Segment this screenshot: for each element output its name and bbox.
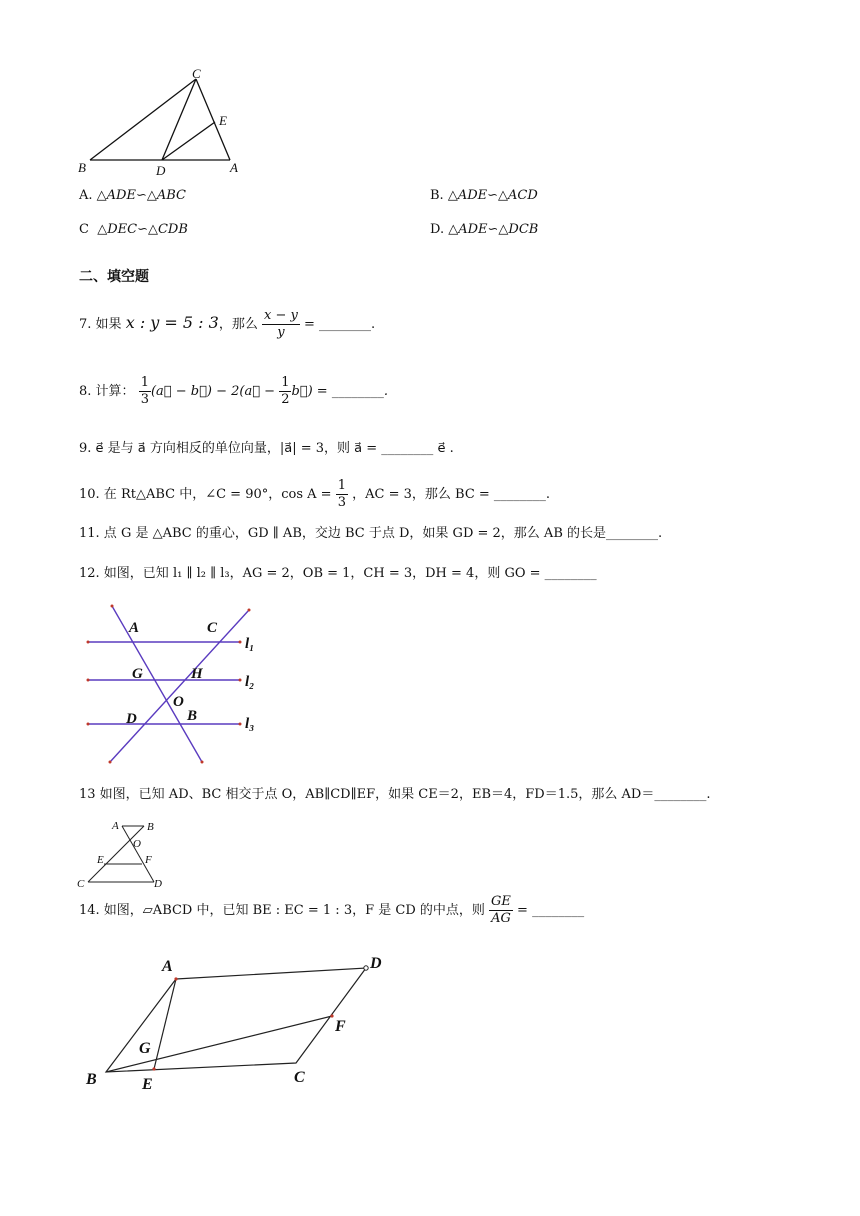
option-c-label: C (79, 222, 89, 237)
option-b (430, 187, 538, 205)
question-7 (79, 303, 375, 345)
label-E: E (219, 113, 227, 128)
q7-mid: ，那么 (218, 317, 258, 332)
q7-blank: = ________. (303, 317, 376, 332)
question-11: 11. 点 G 是 △ABC 的重心，GD ∥ AB，交边 BC 于点 D，如果 GD = 2，那么 AB 的长是________. (79, 526, 663, 541)
label-B: B (187, 708, 198, 724)
q8-number: 8. (79, 384, 92, 399)
q8-expr-1: (a⃗ − b⃗) − 2(a⃗ − (150, 384, 276, 399)
label-F: F (335, 1018, 346, 1035)
label-l1: l₁ (245, 636, 255, 652)
label-E: E (142, 1076, 153, 1093)
q12-parallel-lines-figure (84, 600, 274, 770)
q13-figure (76, 816, 168, 890)
option-b-label: B. (430, 188, 444, 203)
q8-expr-2: b⃗) = ________. (291, 384, 388, 399)
label-l2: l₂ (245, 674, 255, 690)
label-A: A (162, 958, 173, 975)
q7-frac-num: x − y (263, 308, 298, 323)
option-c (79, 221, 188, 239)
question-8 (79, 372, 388, 412)
label-A: A (230, 160, 238, 175)
option-d-label: D. (430, 222, 445, 237)
option-a-label: A. (79, 188, 93, 203)
q8-fraction-1 (139, 375, 151, 408)
q7-frac-den: y (277, 325, 285, 340)
label-H: H (191, 666, 203, 682)
q10-suffix: ，AC = 3，那么 BC = ________. (352, 487, 551, 502)
label-G: G (139, 1040, 151, 1057)
question-10 (79, 475, 550, 515)
q14-parallelogram-figure (82, 945, 402, 1095)
option-c-text: △DEC∽△CDB (97, 222, 188, 237)
q8-fraction-2 (279, 375, 291, 408)
option-d-text: △ADE∽△DCB (448, 222, 539, 237)
label-B: B (78, 160, 86, 175)
q10-frac-den: 3 (337, 495, 346, 510)
q7-fraction (262, 308, 300, 341)
q10-frac-num: 1 (337, 478, 346, 493)
q14-blank: = ________ (517, 903, 585, 918)
label-O: O (133, 838, 141, 850)
label-D: D (156, 163, 166, 178)
q14-fraction (489, 894, 513, 927)
question-9: 9. e⃗ 是与 a⃗ 方向相反的单位向量，|a⃗| = 3，则 a⃗ = ________ e⃗ . (79, 441, 454, 456)
label-C: C (294, 1069, 305, 1086)
q14-frac-num: GE (491, 894, 511, 909)
label-O: O (173, 694, 184, 710)
q8-f1-den: 3 (140, 392, 149, 407)
question-12: 12. 如图，已知 l₁ ∥ l₂ ∥ l₃，AG = 2，OB = 1，CH = 3，DH = 4，则 GO = ________ (79, 566, 597, 581)
option-a-text: △ADE∽△ABC (96, 188, 186, 203)
q7-number: 7. (79, 317, 92, 332)
q6-triangle-figure (76, 64, 246, 180)
label-G: G (132, 666, 143, 682)
q10-fraction (336, 478, 348, 511)
option-b-text: △ADE∽△ACD (447, 188, 538, 203)
q8-prefix: 计算： (95, 384, 135, 399)
q10-prefix: 10. 在 Rt△ABC 中，∠C = 90°，cos A = (79, 487, 332, 502)
section-title: 二、填空题 (79, 269, 149, 285)
label-A: A (112, 820, 119, 832)
q8-f2-den: 2 (281, 392, 290, 407)
label-B: B (147, 821, 154, 833)
q8-f2-num: 1 (281, 375, 290, 390)
q14-frac-den: AG (491, 911, 511, 926)
label-C: C (207, 620, 218, 636)
q7-condition: x : y = 5 : 3 (125, 313, 219, 332)
label-C: C (192, 66, 201, 81)
q8-f1-num: 1 (140, 375, 149, 390)
label-D: D (126, 711, 137, 727)
label-C: C (77, 878, 85, 890)
q14-prefix: 14. 如图，▱ABCD 中，已知 BE : EC = 1 : 3，F 是 CD 的中点，则 (79, 903, 485, 918)
q7-prefix: 如果 (95, 317, 122, 332)
label-l3: l₃ (245, 716, 255, 732)
label-D: D (370, 955, 382, 972)
option-a (79, 187, 186, 205)
label-F: F (145, 854, 152, 866)
question-13: 13 如图，已知 AD、BC 相交于点 O，AB∥CD∥EF，如果 CE＝2，EB＝4，FD＝1.5，那么 AD＝________. (79, 787, 711, 802)
label-D: D (154, 878, 162, 890)
option-d (430, 221, 538, 239)
label-A: A (129, 620, 140, 636)
question-14 (79, 891, 584, 931)
label-B: B (86, 1071, 97, 1088)
label-E: E (97, 854, 104, 866)
